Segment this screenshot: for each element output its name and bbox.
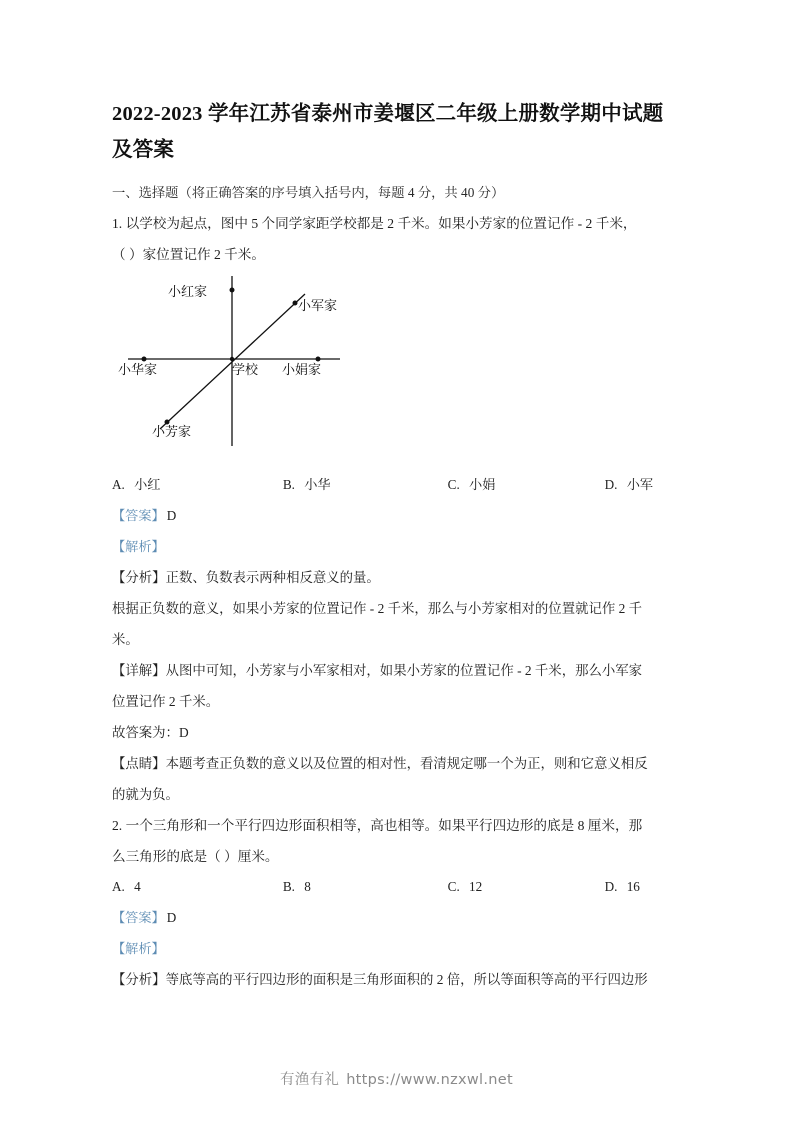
- question-1-figure: [112, 274, 684, 464]
- option-b-letter: B.: [282, 879, 295, 894]
- point-xiaohong: [230, 288, 235, 293]
- question-1-detail: [112, 655, 684, 686]
- question-2-explain-line: [112, 933, 684, 964]
- question-1-highlight: [112, 748, 684, 779]
- point-xiaojuan: [316, 357, 321, 362]
- footer-watermark: [0, 1068, 793, 1089]
- option-d-text: 小军: [626, 477, 654, 492]
- question-1-option-d[interactable]: [605, 470, 684, 500]
- point-xiaohua: [142, 357, 147, 362]
- question-2-option-c[interactable]: [448, 872, 605, 902]
- question-1-option-b[interactable]: [283, 470, 448, 500]
- figure-label-xiaohua: 小华家: [118, 362, 158, 377]
- analysis-tag: 【分析】: [112, 972, 166, 987]
- page-title: 2022-2023 学年江苏省泰州市姜堰区二年级上册数学期中试题及答案: [112, 103, 664, 161]
- question-1-detail-line2: 位置记作 2 千米。: [112, 694, 220, 709]
- question-2-stem-line2: 么三角形的底是（ ）厘米。: [112, 849, 279, 864]
- option-c-letter: C.: [447, 477, 460, 492]
- question-2-option-d[interactable]: [605, 872, 684, 902]
- question-2-option-a[interactable]: [112, 872, 283, 902]
- option-c-text: 12: [469, 879, 483, 894]
- detail-line1: 从图中可知，小芳家与小军家相对，如果小芳家的位置记作 - 2 千米，那么小军家: [165, 663, 643, 678]
- question-1-answer-line: [112, 500, 684, 531]
- question-1-highlight-line2: 的就为负。: [112, 787, 179, 802]
- explain-tag: 【解析】: [112, 941, 165, 956]
- answer-tag: 【答案】: [112, 508, 165, 523]
- footer-brand: 有渔有礼: [279, 1072, 340, 1088]
- highlight-tag: 【点睛】: [112, 756, 166, 771]
- figure-label-xuexiao: 学校: [232, 362, 259, 377]
- question-2-answer-line: [112, 902, 684, 933]
- question-1-stem-line2: （ ）家位置记作 2 千米。: [112, 247, 265, 262]
- figure-label-xiaohong: 小红家: [168, 284, 208, 299]
- option-d-letter: D.: [604, 879, 618, 894]
- question-1-analysis: [112, 562, 684, 593]
- question-1: [112, 208, 684, 810]
- detail-tag: 【详解】: [112, 663, 166, 678]
- option-d-text: 16: [626, 879, 640, 894]
- question-2-stem: [112, 810, 684, 841]
- analysis-text: 正数、负数表示两种相反意义的量。: [165, 570, 380, 585]
- option-a-letter: A.: [112, 879, 125, 894]
- question-1-explain-line: [112, 531, 684, 562]
- question-1-stem-line1: 以学校为起点，图中 5 个同学家距学校都是 2 千米。如果小芳家的位置记作 - 2 千米，: [125, 216, 637, 231]
- answer-tag: 【答案】: [112, 910, 165, 925]
- option-a-text: 4: [134, 879, 141, 894]
- question-1-options: [112, 470, 684, 500]
- page-content: [112, 96, 684, 995]
- section-heading: 一、选择题（将正确答案的序号填入括号内，每题 4 分，共 40 分）: [112, 185, 505, 200]
- highlight-line1: 本题考查正负数的意义以及位置的相对性，看清规定哪一个为正，则和它意义相反: [165, 756, 648, 771]
- option-a-text: 小红: [134, 477, 161, 492]
- figure-label-xiaojuan: 小娟家: [282, 362, 322, 377]
- coordinate-diagram-svg: [112, 274, 684, 464]
- option-a-letter: A.: [112, 477, 125, 492]
- question-1-stem: [112, 208, 684, 239]
- figure-label-xiaojun: 小军家: [298, 298, 338, 313]
- option-b-letter: B.: [282, 477, 295, 492]
- point-xuexiao: [230, 357, 234, 361]
- question-1-number: 1.: [112, 216, 123, 231]
- answer-value: D: [166, 508, 177, 523]
- option-d-letter: D.: [604, 477, 618, 492]
- question-2: [112, 810, 684, 995]
- analysis-tag: 【分析】: [112, 570, 166, 585]
- option-b-text: 小华: [304, 477, 331, 492]
- question-2-stem-line1: 一个三角形和一个平行四边形面积相等，高也相等。如果平行四边形的底是 8 厘米，那: [125, 818, 643, 833]
- question-1-option-a[interactable]: [112, 470, 283, 500]
- answer-value: D: [166, 910, 177, 925]
- question-1-conclusion: 故答案为：D: [112, 725, 189, 740]
- question-1-option-c[interactable]: [448, 470, 605, 500]
- footer-url: https://www.nzxwl.net: [346, 1072, 513, 1088]
- question-1-analysis-cont-1: 根据正负数的意义，如果小芳家的位置记作 - 2 千米，那么与小芳家相对的位置就记作 2 千: [112, 601, 643, 616]
- question-2-number: 2.: [112, 818, 123, 833]
- option-b-text: 8: [304, 879, 311, 894]
- explain-tag: 【解析】: [112, 539, 165, 554]
- question-2-analysis: [112, 964, 684, 995]
- question-1-analysis-cont-2: 米。: [112, 632, 139, 647]
- question-2-options: [112, 872, 684, 902]
- option-c-text: 小娟: [469, 477, 496, 492]
- option-c-letter: C.: [447, 879, 460, 894]
- figure-label-xiaofang: 小芳家: [152, 424, 192, 439]
- analysis-line1: 等底等高的平行四边形的面积是三角形面积的 2 倍，所以等面积等高的平行四边形: [165, 972, 648, 987]
- question-2-option-b[interactable]: [283, 872, 448, 902]
- point-xiaojun: [293, 301, 298, 306]
